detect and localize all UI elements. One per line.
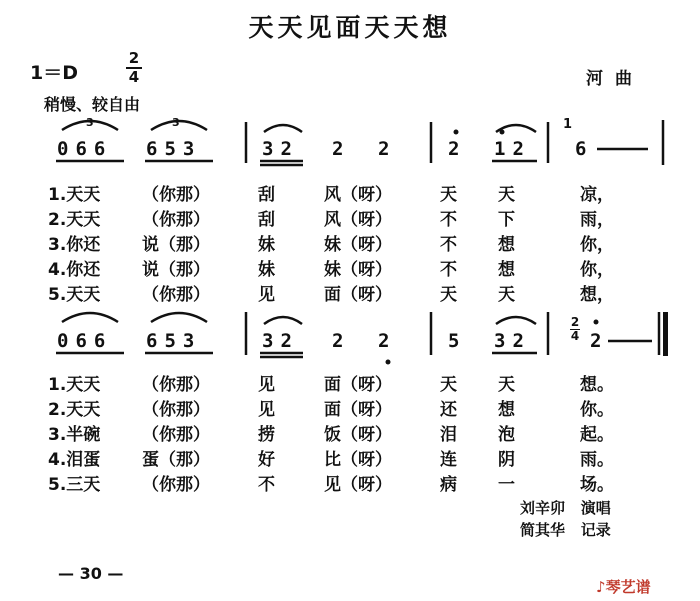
triplet-mark: 3 (172, 116, 180, 129)
slur (264, 125, 302, 132)
time-signature: 2 4 (123, 50, 145, 86)
tempo-marking: 稍慢、较自由 (44, 95, 141, 114)
song-title: 天天见面天天想 (248, 13, 452, 42)
slur (264, 317, 302, 324)
note: 5 (448, 330, 467, 352)
lyric-line: 1.天天 （你那） 见 面（呀） 天 天 想。 (48, 375, 614, 395)
note-group: 653 (146, 330, 202, 352)
page-number: — 30 — (58, 564, 124, 583)
octave-dot (454, 130, 459, 135)
note-group: 32 (494, 330, 531, 352)
slur (62, 121, 118, 130)
octave-dot (386, 360, 391, 365)
key-signature: 1＝D (30, 62, 78, 84)
triplet-mark: 3 (86, 116, 94, 129)
meter-change: 2 4 (570, 315, 580, 343)
song-source: 河曲 (586, 69, 644, 89)
lyric-line: 1.天天 （你那） 刮 风（呀） 天 天 凉， (48, 185, 614, 205)
final-bar (663, 312, 668, 356)
slur (151, 121, 207, 130)
slur (151, 313, 207, 322)
lyric-line: 4.你还 说（那） 妹 妹（呀） 不 想 你， (48, 260, 614, 280)
lyric-line: 3.半碗 （你那） 捞 饭（呀） 泪 泡 起。 (48, 425, 614, 445)
note: 2 (590, 330, 609, 352)
note-group: 12 (494, 138, 531, 160)
note-group: 066 (57, 138, 113, 160)
octave-dot (500, 130, 505, 135)
note: 6 (575, 138, 594, 160)
watermark-logo: ♪琴艺谱 (596, 578, 651, 596)
note-group: 066 (57, 330, 113, 352)
note: 2 (332, 138, 351, 160)
singer-credit: 刘辛卯 演唱 (520, 499, 611, 517)
note: 2 (378, 138, 397, 160)
slur (496, 317, 536, 324)
note-group: 32 (262, 330, 299, 352)
music-note-icon: ♪ (596, 578, 606, 596)
note: 2 (332, 330, 351, 352)
note: 2 (448, 138, 467, 160)
recorder-credit: 简其华 记录 (520, 521, 611, 539)
note-group: 653 (146, 138, 202, 160)
lyric-line: 2.天天 （你那） 刮 风（呀） 不 下 雨， (48, 210, 614, 230)
note: 2 (378, 330, 397, 352)
lyric-line: 2.天天 （你那） 见 面（呀） 还 想 你。 (48, 400, 614, 420)
slur (62, 313, 118, 322)
lyric-line: 5.天天 （你那） 见 面（呀） 天 天 想， (48, 285, 614, 305)
lyric-line: 3.你还 说（那） 妹 妹（呀） 不 想 你， (48, 235, 614, 255)
note-group: 32 (262, 138, 299, 160)
octave-dot (594, 320, 599, 325)
lyric-line: 5.三天 （你那） 不 见（呀） 病 一 场。 (48, 475, 614, 495)
lyric-line: 4.泪蛋 蛋（那） 好 比（呀） 连 阴 雨。 (48, 450, 614, 470)
grace-note: 1 (563, 117, 573, 132)
